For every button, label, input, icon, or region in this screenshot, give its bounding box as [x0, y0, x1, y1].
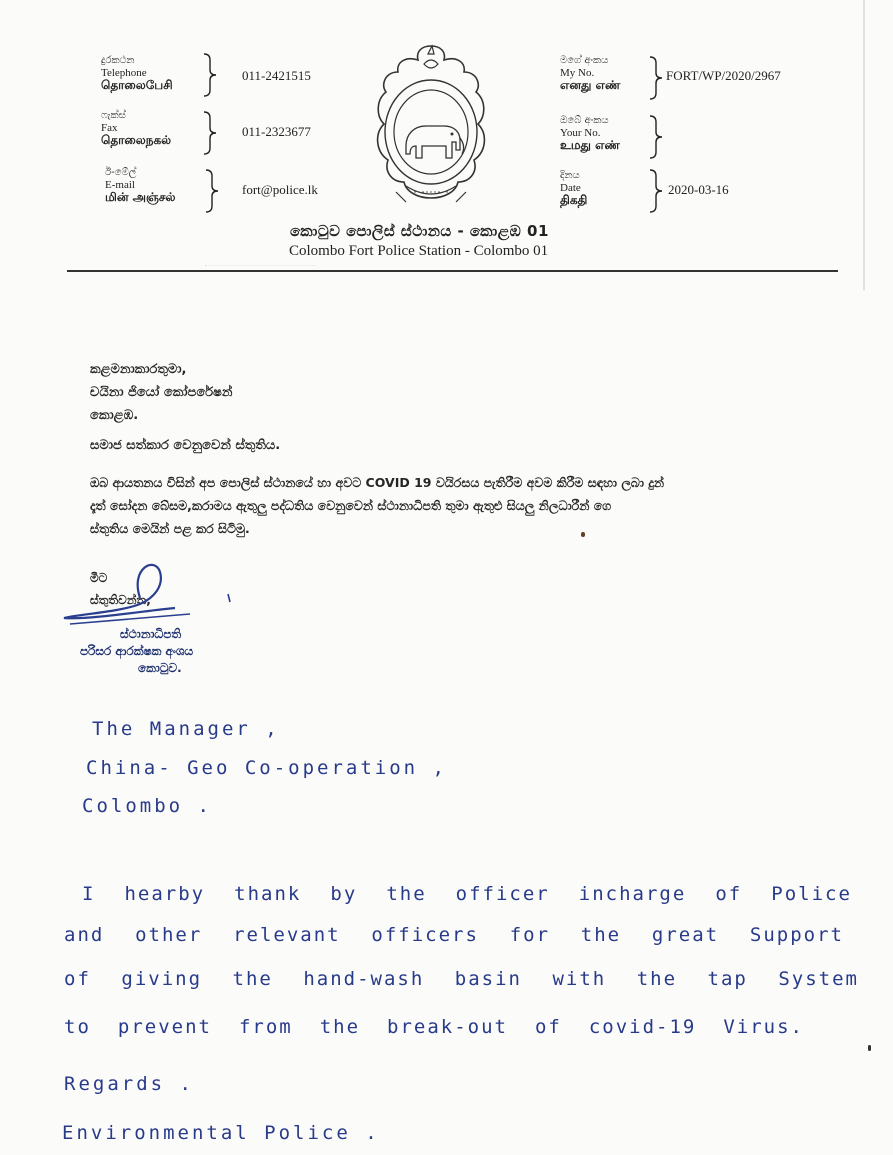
- hw-word: other: [135, 924, 203, 946]
- stamp-line: පරිසර ආරක්ෂක අංශය: [80, 644, 194, 658]
- label-ta: தொலைநகல்: [101, 133, 172, 147]
- station-name-english: Colombo Fort Police Station - Colombo 01: [289, 243, 549, 259]
- recipient-address: [90, 358, 232, 427]
- handwritten-address-line: China- Geo Co-operation ,: [86, 757, 447, 779]
- handwritten-regards: Regards .: [64, 1073, 194, 1095]
- hw-word: with: [552, 968, 607, 990]
- brace-icon: [646, 114, 666, 160]
- hw-word: break-out: [387, 1016, 508, 1038]
- date-value: 2020-03-16: [668, 182, 729, 197]
- label-ta: உமது எண்: [560, 138, 620, 152]
- label-ta: எனது எண்: [560, 78, 621, 92]
- hw-word: Support: [749, 924, 844, 946]
- hw-word: hearby: [124, 883, 206, 905]
- hw-word: officers: [371, 924, 479, 946]
- hw-word: System: [778, 968, 859, 990]
- handwritten-address-line: The Manager ,: [92, 718, 280, 740]
- hw-word: thank: [234, 883, 302, 905]
- letter-body: [90, 471, 664, 540]
- hw-word: by: [330, 883, 358, 905]
- hw-word: the: [580, 924, 622, 946]
- label-ta: மின் அஞ்சல்: [105, 190, 176, 204]
- handwritten-body-line: [64, 1016, 804, 1038]
- fax-value: 011-2323677: [242, 124, 311, 139]
- hw-word: of: [64, 968, 91, 990]
- letter-subject: සමාජ සත්කාර වෙනුවෙන් ස්තුතිය.: [90, 438, 281, 453]
- brace-icon: [200, 110, 220, 156]
- handwritten-body-line: [64, 968, 859, 990]
- ink-speck: [868, 1045, 871, 1051]
- address-line: කළමනාකාරතුමා,: [90, 362, 187, 377]
- label-en: Your No.: [560, 127, 601, 139]
- label-si: ෆැක්ස්: [101, 110, 126, 121]
- brace-icon: [202, 168, 222, 214]
- closing-line: මීට: [90, 571, 108, 585]
- email-value: fort@police.lk: [242, 182, 318, 197]
- hw-word: to: [64, 1016, 91, 1038]
- body-line: දෑත් සෝදන බේසම,කරාමය ඇතුලු පද්ධතිය වෙනුවෙන් ස්ථානාධිපති තුමා ඇතුළු සියලු නිලධාරීන් ගෙ: [90, 498, 612, 513]
- brace-icon: [646, 55, 666, 101]
- label-ta: திகதி: [560, 193, 588, 207]
- label-si: ඊ-මේල්: [105, 167, 137, 178]
- page-edge-shadow: [863, 0, 865, 290]
- hw-word: of: [534, 1016, 562, 1038]
- address-line: චයිනා ජියෝ කෝපරේෂන්: [90, 385, 233, 400]
- hw-word: great: [651, 924, 720, 946]
- label-en: E-mail: [105, 179, 135, 191]
- body-line: ස්තුතිය මෙයින් පළ කර සිටිමු.: [90, 521, 250, 536]
- label-en: Telephone: [101, 67, 147, 79]
- telephone-value: 011-2421515: [242, 68, 311, 83]
- hw-word: of: [715, 883, 743, 905]
- label-si: දුරකථන: [101, 55, 135, 66]
- hw-word: prevent: [117, 1016, 212, 1038]
- label-si: ඔබේ අංකය: [560, 115, 609, 126]
- hw-word: I: [82, 883, 96, 905]
- station-name-sinhala: කොටුව පොලිස් ස්ථානය - කොළඹ 01: [290, 222, 549, 240]
- my-no-value: FORT/WP/2020/2967: [666, 68, 781, 83]
- label-en: Fax: [101, 122, 118, 134]
- handwritten-body-line: [82, 883, 852, 905]
- hw-word: the: [636, 968, 678, 990]
- label-ta: தொலைபேசி: [101, 78, 173, 92]
- hw-word: and: [64, 924, 105, 946]
- ink-speck: [581, 532, 585, 537]
- hw-word: giving: [121, 968, 203, 990]
- hw-word: hand-wash: [303, 968, 425, 990]
- label-si: මගේ අංකය: [560, 55, 609, 66]
- hw-word: tap: [707, 968, 748, 990]
- hw-word: Police: [771, 883, 852, 905]
- hw-word: from: [238, 1016, 293, 1038]
- hw-word: the: [232, 968, 273, 990]
- label-en: Date: [560, 182, 581, 194]
- brace-icon: [200, 52, 220, 98]
- handwritten-address-line: Colombo .: [82, 795, 212, 817]
- brace-icon: [646, 168, 666, 214]
- stamp-line: කොටුව.: [138, 661, 182, 675]
- handwritten-signoff: Environmental Police .: [62, 1122, 380, 1144]
- label-en: My No.: [560, 67, 595, 79]
- closing-line: ස්තුතිවන්ත,: [90, 593, 151, 607]
- address-line: කොළඹ.: [90, 408, 139, 423]
- signature-icon: [60, 558, 260, 678]
- label-si: දිනය: [560, 170, 580, 181]
- police-crest-icon: [366, 42, 496, 210]
- hw-word: basin: [454, 968, 522, 990]
- hw-word: the: [319, 1016, 361, 1038]
- hw-word: for: [509, 924, 551, 946]
- letterhead-divider: [67, 270, 838, 272]
- hw-word: incharge: [578, 883, 687, 905]
- hw-word: the: [386, 883, 427, 905]
- hw-word: covid-19: [588, 1016, 697, 1038]
- handwritten-body-line: [64, 924, 844, 946]
- hw-word: officer: [455, 883, 550, 905]
- hw-word: relevant: [233, 924, 341, 946]
- faint-stamp-mark: [205, 255, 315, 266]
- hw-word: Virus.: [723, 1016, 804, 1038]
- body-line: ඔබ ආයතනය විසින් අප පොලිස් ස්ථානයේ හා අවට COVID 19 වයිරසය පැතිරීම අවම කිරීම සඳහා ලබා දුන්: [90, 475, 665, 490]
- stamp-line: ස්ථානාධිපති: [120, 627, 182, 641]
